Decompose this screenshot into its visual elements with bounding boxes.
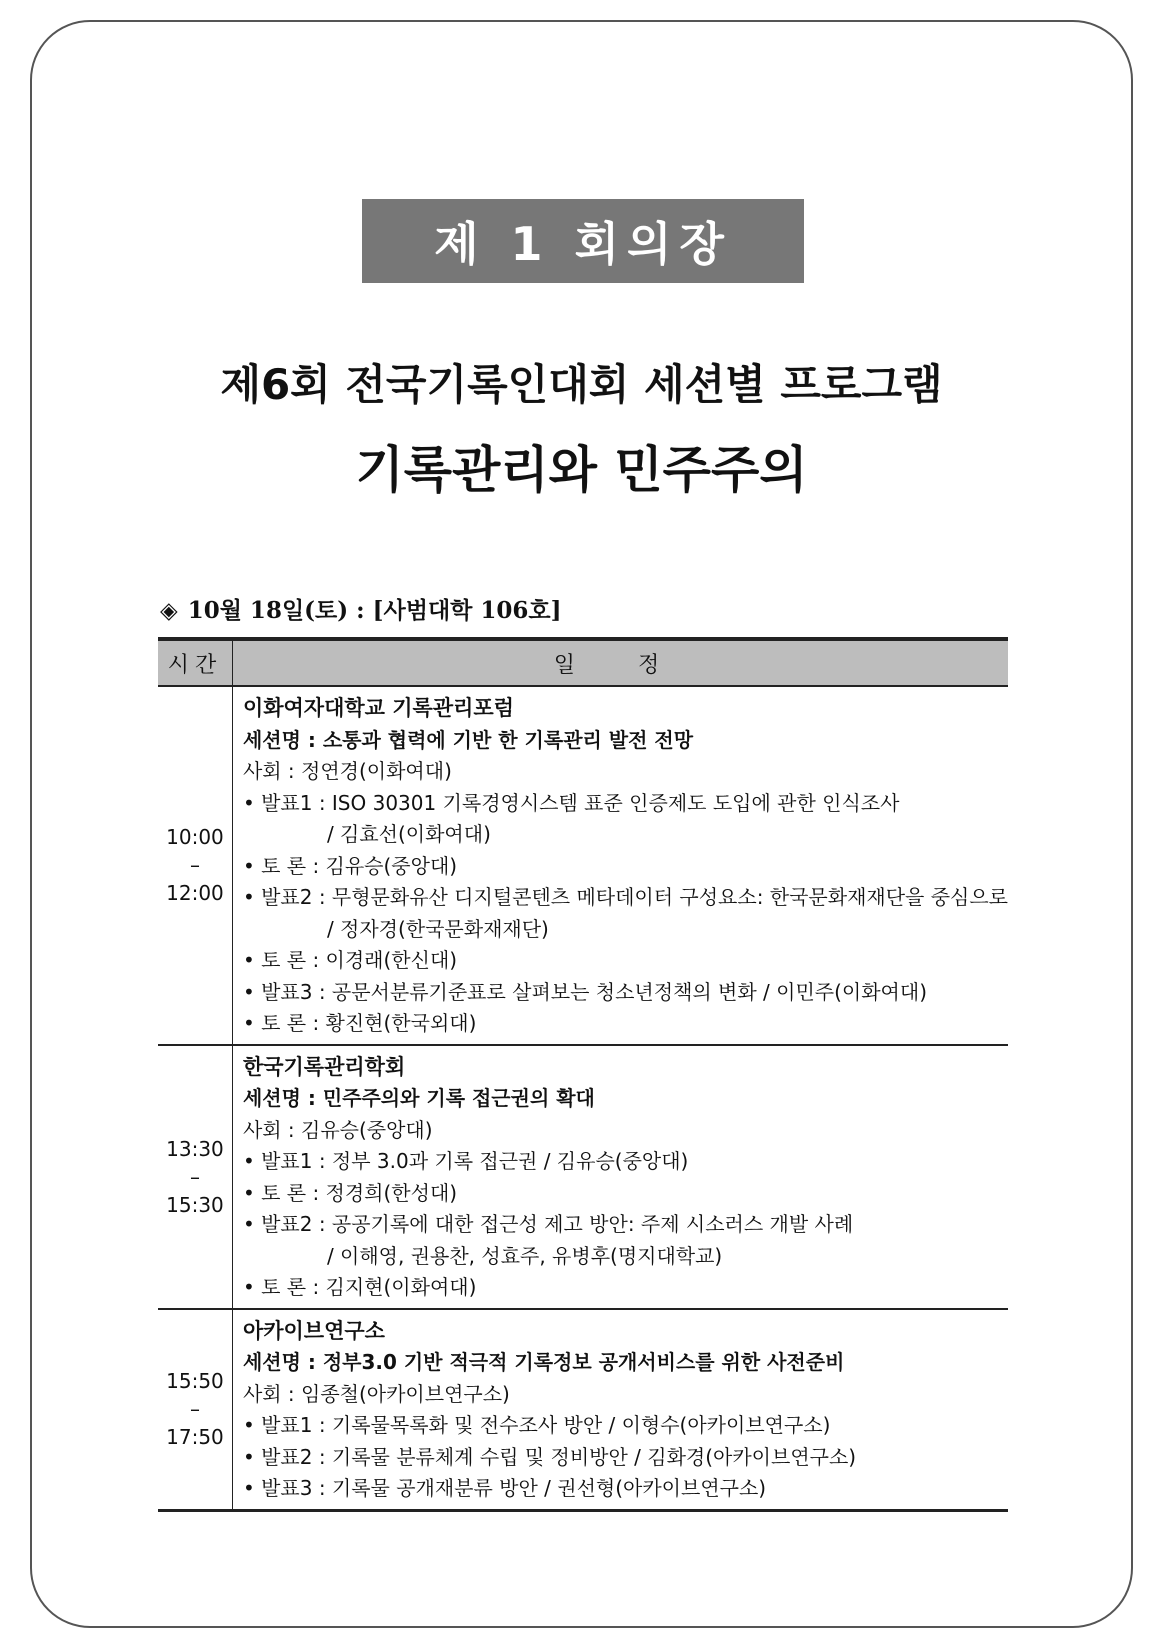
session-time	[158, 1045, 232, 1309]
presentation-item: • 발표1 : ISO 30301 기록경영시스템 표준 인증제도 도입에 관한 인식조사	[242, 790, 900, 815]
time-start: 10:00	[166, 825, 224, 850]
presenter: / 이해영, 권용찬, 성효주, 유병후(명지대학교)	[326, 1243, 723, 1268]
header-time: 시간	[158, 639, 232, 686]
time-dash: –	[189, 853, 200, 878]
discussant-item: • 토 론 : 김지현(이화여대)	[242, 1275, 477, 1299]
organizer: 아카이브연구소	[242, 1318, 385, 1343]
session-name: 세션명 : 정부3.0 기반 적극적 기록정보 공개서비스를 위한 사전준비	[242, 1350, 845, 1374]
discussant-item: • 토 론 : 황진현(한국외대)	[242, 1011, 477, 1035]
presenter: / 김효선(이화여대)	[326, 822, 491, 846]
time-end: 12:00	[166, 881, 224, 906]
program-theme: 기록관리와 민주주의	[355, 441, 808, 499]
session-time	[158, 686, 232, 1045]
time-dash: –	[189, 1397, 200, 1421]
presentation-item: • 발표2 : 공공기록에 대한 접근성 제고 방안: 주제 시소러스 개발 사례	[242, 1212, 854, 1236]
session-row	[158, 1045, 1008, 1309]
session-content	[232, 686, 1008, 1045]
presentation-item: • 발표1 : 정부 3.0과 기록 접근권 / 김유승(중앙대)	[242, 1149, 689, 1173]
moderator: 사회 : 김유승(중앙대)	[242, 1117, 433, 1142]
time-start: 13:30	[166, 1136, 224, 1161]
date-location-text: 10월 18일(토) : [사범대학 106호]	[187, 597, 562, 624]
time-end: 15:30	[166, 1192, 224, 1217]
session-row	[158, 686, 1008, 1045]
presenter: / 정자경(한국문화재재단)	[326, 916, 549, 941]
presentation-item: • 발표3 : 공문서분류기준표로 살펴보는 청소년정책의 변화 / 이민주(이화여대)	[242, 979, 927, 1004]
diamond-bullet-icon: ◈	[160, 598, 178, 624]
session-row	[158, 1309, 1008, 1511]
table-header-row	[158, 639, 1008, 686]
moderator: 사회 : 정연경(이화여대)	[242, 759, 452, 783]
presentation-item: • 발표1 : 기록물목록화 및 전수조사 방안 / 이형수(아카이브연구소)	[242, 1413, 831, 1437]
presentation-item: • 발표2 : 무형문화유산 디지털콘텐츠 메타데이터 구성요소: 한국문화재재단을 중심으로	[242, 885, 1008, 909]
moderator: 사회 : 임종철(아카이브연구소)	[242, 1381, 510, 1406]
session-time	[158, 1309, 232, 1511]
discussant-item: • 토 론 : 이경래(한신대)	[242, 948, 458, 972]
session-name: 세션명 : 소통과 협력에 기반 한 기록관리 발전 전망	[242, 727, 694, 752]
date-location-line	[160, 592, 562, 625]
presentation-item: • 발표2 : 기록물 분류체계 수립 및 정비방안 / 김화경(아카이브연구소)	[242, 1444, 857, 1469]
discussant-item: • 토 론 : 김유승(중앙대)	[242, 853, 458, 878]
time-dash: –	[189, 1164, 200, 1189]
presentation-item: • 발표3 : 기록물 공개재분류 방안 / 권선형(아카이브연구소)	[242, 1476, 767, 1500]
schedule-table	[158, 637, 1008, 1512]
organizer: 한국기록관리학회	[242, 1054, 406, 1079]
session-content	[232, 1309, 1008, 1511]
time-start: 15:50	[166, 1369, 224, 1393]
session-content	[232, 1045, 1008, 1309]
session-name: 세션명 : 민주주의와 기록 접근권의 확대	[242, 1086, 595, 1110]
organizer: 이화여자대학교 기록관리포럼	[242, 696, 514, 720]
program-title: 제6회 전국기록인대회 세션별 프로그램	[220, 360, 943, 409]
time-end: 17:50	[166, 1425, 224, 1449]
header-schedule: 일 정	[232, 639, 1008, 686]
discussant-item: • 토 론 : 정경희(한성대)	[242, 1180, 458, 1205]
hall-label: 제 1 회의장	[362, 199, 804, 283]
